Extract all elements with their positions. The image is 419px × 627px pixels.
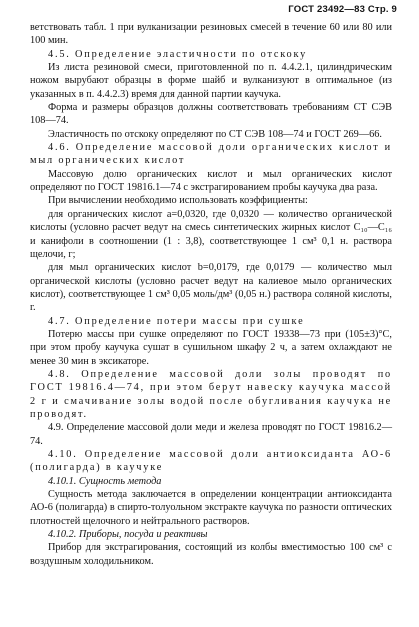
page-header: ГОСТ 23492—83 Стр. 9 [288, 4, 397, 15]
paragraph: Прибор для экстрагирования, состоящий из колбы вместимостью 100 см³ с воздушным холодильником. [30, 542, 392, 567]
paragraph: Форма и размеры образцов должны соответствовать требованиям СТ СЭВ 108—74. [30, 102, 392, 127]
paragraph: Потерю массы при сушке определяют по ГОСТ 19338—73 при (105±3)°С, при этом пробу каучука сушат в сушильном шкафу 2 ч, а затем охлаждают не менее 30 мин в эксикаторе. [30, 328, 392, 367]
section-heading-4-8: 4.8. Определение массовой доли золы проводят по ГОСТ 19816.4—74, при этом берут навеску каучука массой 2 г и смачивание золы водой после обугливания каучука не проводят. [30, 368, 392, 420]
subsection-heading-4-10-1: 4.10.1. Сущность метода [48, 475, 162, 487]
section-heading-4-7: 4.7. Определение потери массы при сушке [48, 315, 305, 327]
section-heading-4-10: 4.10. Определение массовой доли антиоксиданта АО-6 (полигарда) в каучуке [30, 449, 392, 474]
paragraph: Эластичность по отскоку определяют по СТ СЭВ 108—74 и ГОСТ 269—66. [48, 128, 382, 140]
paragraph: Из листа резиновой смеси, приготовленной по п. 4.4.2.1, цилиндрическим ножом вырубают образцы в форме шайб и вулканизуют в оптимальное (из указанных в п. 4.4.2.3) время для данной партии каучука. [30, 62, 392, 100]
paragraph: Сущность метода заключается в определении концентрации антиоксиданта АО-6 (полигарда) в спирто-толуольном экстракте каучука по разности оптических плотностей щелочного и нейтрального растворов. [30, 489, 392, 527]
section-heading-4-5: 4.5. Определение эластичности по отскоку [48, 48, 308, 60]
paragraph: Массовую долю органических кислот и мыл органических кислот определяют по ГОСТ 19816.1—74 с экстрагированием пробы каучука два раза. [30, 168, 392, 194]
section-heading-4-6: 4.6. Определение массовой доли органических кислот и мыл органических кислот [30, 142, 392, 167]
subsection-heading-4-10-2: 4.10.2. Приборы, посуда и реактивы [48, 529, 208, 541]
paragraph: 4.9. Определение массовой доли меди и железа проводят по ГОСТ 19816.2—74. [30, 422, 392, 447]
paragraph: для мыл органических кислот b=0,0179, где 0,0179 — количество мыл органической кислоты (условно расчет ведут на калиевое мыло органических кислот), соответствующее 1 см³ 0,05 моль/дм³ (0,05 н.) раствора соляной кислоты, г. [30, 262, 392, 314]
paragraph-continuation: ветствовать табл. 1 при вулканизации резиновых смесей в течение 60 или 80 или 100 мин. [30, 22, 392, 47]
document-body [30, 21, 392, 568]
paragraph: При вычислении необходимо использовать коэффициенты: [48, 195, 308, 207]
paragraph: для органических кислот a=0,0320, где 0,0320 — количество органической кислоты (условно расчет ведут на смесь синтетических жирных кислот C₁₀—C₁₆ и канифоли в соотношении (1 : 3,8), соответствующее 1 см³ 0,1 н. раствора щелочи, г; [30, 208, 392, 260]
